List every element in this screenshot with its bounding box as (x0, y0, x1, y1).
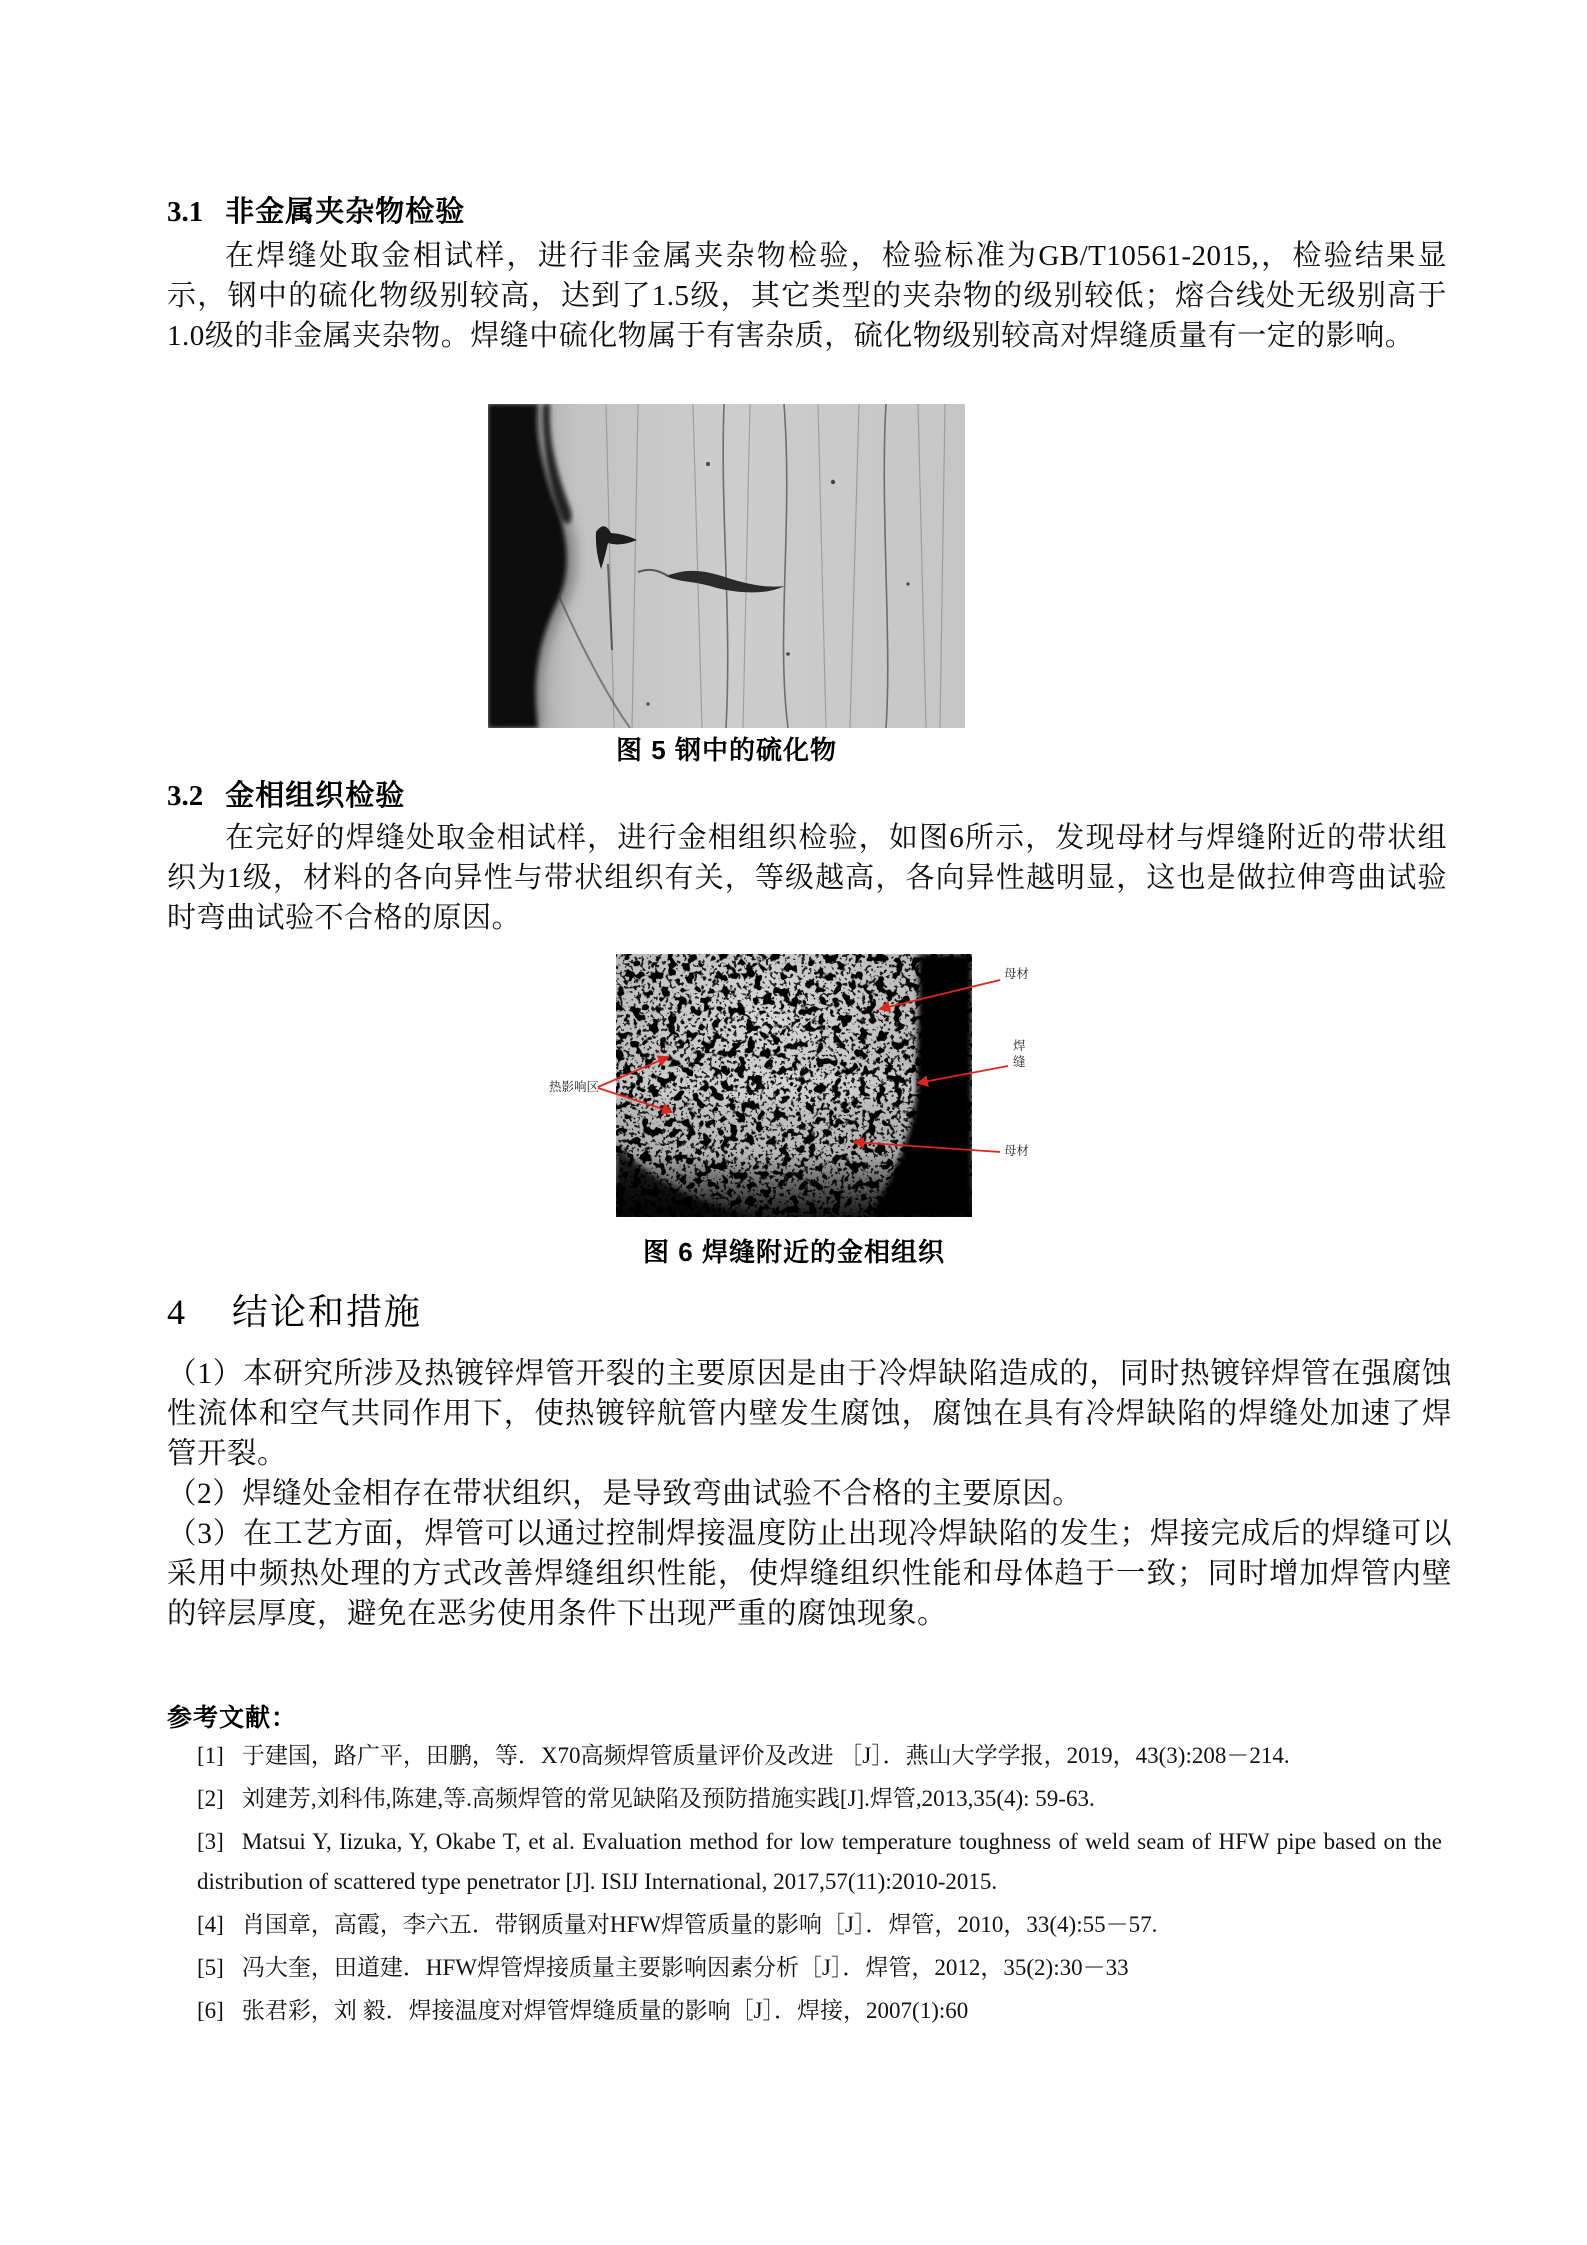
reference-item (197, 1779, 1442, 1819)
reference-item (197, 1948, 1442, 1988)
reference-text: 张君彩，刘 毅．焊接温度对焊管焊缝质量的影响［J］．焊接，2007(1):60 (241, 1998, 969, 2023)
figure6-micrograph (616, 954, 972, 1217)
reference-item (197, 1991, 1442, 2031)
section-4-title: 结论和措施 (232, 1292, 423, 1332)
reference-number: [5] (197, 1955, 224, 1980)
section-3-1-heading (167, 196, 465, 228)
figure6-label-weld: 焊缝 (1013, 1039, 1026, 1069)
reference-item (197, 1736, 1442, 1776)
figure5-caption: 图 5 钢中的硫化物 (616, 735, 837, 765)
figure5-micrograph-image (488, 404, 965, 728)
reference-item (197, 1822, 1442, 1902)
reference-number: [4] (197, 1912, 224, 1937)
reference-item (197, 1905, 1442, 1945)
section-3-2-heading (167, 780, 405, 812)
reference-number: [3] (197, 1829, 224, 1854)
figure5-micrograph (488, 404, 965, 728)
figure6-label-parent-bottom: 母材 (1004, 1144, 1030, 1158)
section-3-2-paragraph: 在完好的焊缝处取金相试样，进行金相组织检验，如图6所示，发现母材与焊缝附近的带状组织为1级，材料的各向异性与带状组织有关，等级越高，各向异性越明显，这也是做拉伸弯曲试验时弯曲试验不合格的原因。 (167, 822, 1447, 934)
figure6-label-haz: 热影响区 (549, 1080, 600, 1094)
section-3-1-paragraph: 在焊缝处取金相试样，进行非金属夹杂物检验，检验标准为GB/T10561-2015,，检验结果显示，钢中的硫化物级别较高，达到了1.5级，其它类型的夹杂物的级别较低；熔合线处无级别高于1.0级的非金属夹杂物。焊缝中硫化物属于有害杂质，硫化物级别较高对焊缝质量有一定的影响。 (167, 240, 1447, 352)
figure6-caption: 图 6 焊缝附近的金相组织 (643, 1237, 945, 1267)
section-4-number: 4 (167, 1292, 187, 1332)
section-3-1-title: 非金属夹杂物检验 (225, 196, 466, 228)
figure6-micrograph-image (616, 954, 972, 1217)
reference-number: [2] (197, 1786, 224, 1811)
figure6-label-parent-top: 母材 (1004, 967, 1030, 981)
reference-number: [1] (197, 1743, 224, 1768)
section-3-1-number: 3.1 (167, 196, 204, 228)
section-3-2-title: 金相组织检验 (225, 780, 406, 812)
reference-text: 冯大奎，田道建．HFW焊管焊接质量主要影响因素分析［J］．焊管，2012，35(2):30－33 (241, 1955, 1129, 1980)
section-4-heading (167, 1292, 422, 1332)
reference-text: 刘建芳,刘科伟,陈建,等.高频焊管的常见缺陷及预防措施实践[J].焊管,2013,35(4): 59-63. (241, 1786, 1095, 1811)
conclusions (167, 1354, 1452, 1634)
conclusion-item-2: （2）焊缝处金相存在带状组织，是导致弯曲试验不合格的主要原因。 (167, 1478, 1083, 1510)
conclusion-item-3: （3）在工艺方面，焊管可以通过控制焊接温度防止出现冷焊缺陷的发生；焊接完成后的焊缝可以采用中频热处理的方式改善焊缝组织性能，使焊缝组织性能和母体趋于一致；同时增加焊管内壁的锌层厚度，避免在恶劣使用条件下出现严重的腐蚀现象。 (167, 1518, 1452, 1630)
references-title: 参考文献： (167, 1704, 298, 1732)
reference-text: 肖国章，高霞，李六五．带钢质量对HFW焊管质量的影响［J］．焊管，2010，33(4):55－57. (241, 1912, 1158, 1937)
section-3-2-number: 3.2 (167, 780, 204, 812)
reference-number: [6] (197, 1998, 224, 2023)
figure6 (480, 950, 1060, 1222)
reference-text: 于建国，路广平，田鹏，等．X70高频焊管质量评价及改进 ［J］．燕山大学学报，2019，43(3):208－214. (241, 1743, 1290, 1768)
references-list (197, 1736, 1442, 2034)
conclusion-item-1: （1）本研究所涉及热镀锌焊管开裂的主要原因是由于冷焊缺陷造成的，同时热镀锌焊管在强腐蚀性流体和空气共同作用下，使热镀锌航管内壁发生腐蚀，腐蚀在具有冷焊缺陷的焊缝处加速了焊管开裂。 (167, 1358, 1452, 1470)
reference-text: Matsui Y, Iizuka, Y, Okabe T, et al. Evaluation method for low temperature toughness of weld seam of HFW pipe based on the distribution of scattered type penetrator [J]. ISIJ International, 2017,57(11):2010-2015. (197, 1829, 1442, 1894)
